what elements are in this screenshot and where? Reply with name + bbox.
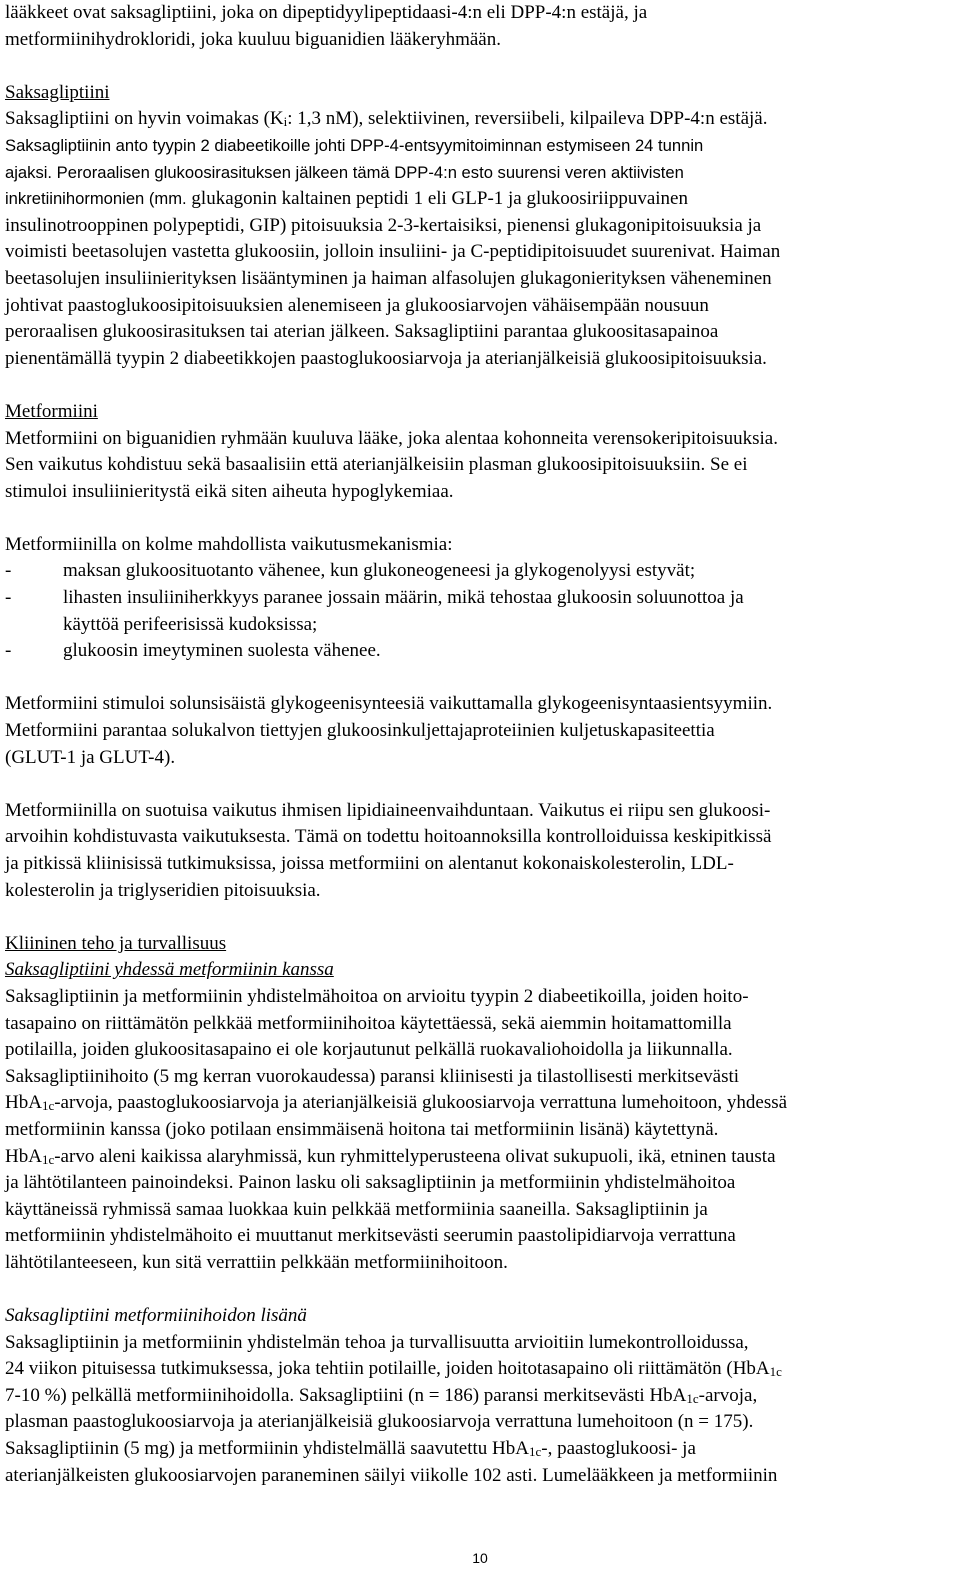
text-line: ja pitkissä kliinisissä tutkimuksissa, joissa metformiini on alentanut kokonaiskolesterolin, LDL-: [5, 853, 734, 874]
list-item: [5, 558, 955, 585]
text-line: metformiinin yhdistelmähoito ei muuttanut merkitsevästi seerumin paastolipidiarvoja verrattuna: [5, 1225, 736, 1247]
text-line: [5, 1090, 955, 1117]
section-heading-clinical: Kliininen teho ja turvallisuus: [5, 932, 227, 954]
text-line: lääkkeet ovat saksagliptiini, joka on dipeptidyylipeptidaasi-4:n eli DPP-4:n estäjä, ja: [5, 2, 648, 23]
text-line: ajaksi. Peroraalisen glukoosirasituksen jälkeen tämä DPP-4:n esto suurensi veren aktiivisten: [5, 162, 684, 182]
section-heading-metformin: Metformiini: [5, 400, 98, 422]
text-span: 24 viikon pituisessa tutkimuksessa, joka tehtiin potilaille, joiden hoitotasapaino oli riittämätön (HbA: [5, 1358, 770, 1380]
text-line: kolesterolin ja triglyseridien pitoisuuksia.: [5, 879, 321, 901]
intro-paragraph: [5, 0, 955, 53]
subscript: i: [283, 114, 288, 130]
text-span: 7-10 %) pelkällä metformiinihoidolla. Saksagliptiini (n = 186) paransi merkitsevästi HbA: [5, 1384, 687, 1406]
text-span: Saksagliptiinin (5 mg) ja metformiinin yhdistelmällä saavutettu HbA: [5, 1438, 529, 1460]
subheading-add-on: Saksagliptiini metformiinihoidon lisänä: [5, 1305, 307, 1327]
subscript: 1c: [529, 1444, 542, 1460]
text-line: pienentämällä tyypin 2 diabeetikkojen paastoglukoosiarvoja ja aterianjälkeisiä glukoosipitoisuuksia.: [5, 347, 767, 369]
text-line: metformiinihydrokloridi, joka kuuluu biguanidien lääkeryhmään.: [5, 28, 501, 50]
saxagliptin-section: [5, 80, 955, 373]
document-page: [5, 0, 955, 1489]
text-span: -arvoja, paastoglukoosiarvoja ja aterianjälkeisiä glukoosiarvoja verrattuna lumehoitoon, yhdessä: [54, 1092, 788, 1114]
text-line: metformiinin kanssa (joko potilaan ensimmäisenä hoitona tai metformiinin lisänä) käytettynä.: [5, 1118, 719, 1140]
list-item: [5, 638, 955, 665]
text-line: [5, 1144, 955, 1171]
text-line: [5, 1436, 955, 1463]
text-span: -, paastoglukoosi- ja: [541, 1438, 696, 1460]
text-line: plasman paastoglukoosiarvoja ja aterianjälkeisiä glukoosiarvoja verrattuna lumehoitoon (n = 175).: [5, 1411, 754, 1433]
text-line: beetasolujen insuliinierityksen lisääntyminen ja haiman alfasolujen glukagonierityksen väheneminen: [5, 267, 772, 289]
text-line: lähtötilanteeseen, kun sitä verrattiin pelkkään metformiinihoitoon.: [5, 1251, 508, 1273]
text-line: Metformiini parantaa solukalvon tiettyjen glukoosinkuljettajaproteiinien kuljetuskapasiteettia: [5, 720, 715, 742]
text-span: -arvoja,: [698, 1384, 758, 1406]
text-line: [5, 1356, 955, 1383]
text-line: Saksagliptiinin anto tyypin 2 diabeetikoille johti DPP-4-entsyymitoiminnan estymiseen 24 tunnin: [5, 135, 704, 155]
subheading-combination: Saksagliptiini yhdessä metformiinin kanssa: [5, 959, 334, 981]
text-line: käyttäneissä ryhmissä samaa luokkaa kuin pelkkää metformiinia saaneilla. Saksagliptiinin ja: [5, 1198, 708, 1220]
subscript: 1c: [686, 1390, 699, 1406]
text-line: Sen vaikutus kohdistuu sekä basaalisiin että aterianjälkeisiin plasman glukoosipitoisuuksiin. Se ei: [5, 454, 748, 476]
text-line: Saksagliptiinin ja metformiinin yhdistelmän tehoa ja turvallisuutta arvioitiin lumekontrolloidussa,: [5, 1331, 749, 1353]
text-line: ja lähtötilanteen painoindeksi. Painon lasku oli saksagliptiinin ja metformiinin yhdistelmähoitoa: [5, 1172, 736, 1194]
mechanisms-intro: Metformiinilla on kolme mahdollista vaikutusmekanismia:: [5, 533, 453, 555]
text-span: : 1,3 nM), selektiivinen, reversiibeli, kilpaileva DPP-4:n estäjä.: [287, 108, 768, 130]
text-line: peroraalisen glukoosirasituksen tai aterian jälkeen. Saksagliptiini parantaa glukoositasapainoa: [5, 321, 719, 343]
text-line: (GLUT-1 ja GLUT-4).: [5, 746, 176, 768]
text-span: inkretiinihormonien (mm.: [5, 189, 187, 209]
text-span: glukagonin kaltainen peptidi 1 eli GLP-1 ja glukoosiriippuvainen: [186, 188, 688, 210]
text-line: Metformiini stimuloi solunsisäistä glykogeenisynteesiä vaikuttamalla glykogeenisyntaasientsyymiin.: [5, 693, 773, 715]
text-line: insulinotrooppinen polypeptidi, GIP) pitoisuuksia 2-3-kertaisiksi, pienensi glukagonipitoisuuksia ja: [5, 214, 762, 236]
subscript: 1c: [769, 1364, 782, 1380]
page-number: 10: [472, 1550, 488, 1566]
text-line: stimuloi insuliinieritystä eikä siten aiheuta hypoglykemiaa.: [5, 480, 454, 502]
text-line: potilailla, joiden glukoositasapaino ei ole korjautunut pelkällä ruokavaliohoidolla ja liikunnalla.: [5, 1039, 733, 1061]
text-line: [5, 186, 955, 213]
text-span: HbA: [5, 1145, 42, 1167]
metformin-section: [5, 399, 955, 904]
text-line: glukoosin imeytyminen suolesta vähenee.: [63, 640, 381, 662]
list-dash: -: [5, 560, 12, 582]
text-line: Metformiini on biguanidien ryhmään kuuluva lääke, joka alentaa kohonneita verensokeripitoisuuksia.: [5, 427, 778, 449]
text-span: Saksagliptiini on hyvin voimakas (K: [5, 108, 284, 130]
text-line: arvoihin kohdistuvasta vaikutuksesta. Tämä on todettu hoitoannoksilla kontrolloiduissa keskipitkissä: [5, 826, 772, 848]
text-line: käyttöä perifeerisissä kudoksissa;: [63, 613, 318, 635]
text-line: aterianjälkeisten glukoosiarvojen paraneminen säilyi viikolle 102 asti. Lumelääkkeen ja metformiinin: [5, 1464, 778, 1486]
text-span: -arvo aleni kaikissa alaryhmissä, kun ryhmittelyperusteena olivat sukupuoli, ikä, etninen tausta: [54, 1145, 776, 1167]
section-heading-saxagliptin: Saksagliptiini: [5, 81, 110, 103]
subscript: 1c: [41, 1151, 55, 1167]
text-span: HbA: [5, 1092, 42, 1114]
text-line: lihasten insuliiniherkkyys paranee jossain määrin, mikä tehostaa glukoosin soluunottoa ja: [63, 587, 744, 609]
list-dash: -: [5, 587, 12, 609]
text-line: johtivat paastoglukoosipitoisuuksien alenemiseen ja glukoosiarvojen vähäisempään nousuun: [5, 294, 709, 316]
text-line: [5, 1383, 955, 1410]
text-line: Saksagliptiinihoito (5 mg kerran vuorokaudessa) paransi kliinisesti ja tilastollisesti merkitsevästi: [5, 1065, 740, 1087]
list-dash: -: [5, 640, 12, 662]
text-line: [5, 106, 955, 133]
list-item: [5, 585, 955, 638]
text-line: maksan glukoosituotanto vähenee, kun glukoneogeneesi ja glykogenolyysi estyvät;: [63, 560, 696, 582]
subscript: 1c: [41, 1098, 55, 1114]
text-line: Metformiinilla on suotuisa vaikutus ihmisen lipidiaineenvaihduntaan. Vaikutus ei riipu sen glukoosi-: [5, 799, 771, 821]
text-line: tasapaino on riittämätön pelkkää metformiinihoitoa käytettäessä, sekä aiemmin hoitamattomilla: [5, 1012, 732, 1034]
text-line: voimisti beetasolujen vastetta glukoosiin, jolloin insuliini- ja C-peptidipitoisuudet suurenivat. Haiman: [5, 241, 781, 263]
clinical-section: [5, 931, 955, 1489]
text-line: Saksagliptiinin ja metformiinin yhdistelmähoitoa on arvioitu tyypin 2 diabeetikoilla, joiden hoito-: [5, 985, 749, 1007]
